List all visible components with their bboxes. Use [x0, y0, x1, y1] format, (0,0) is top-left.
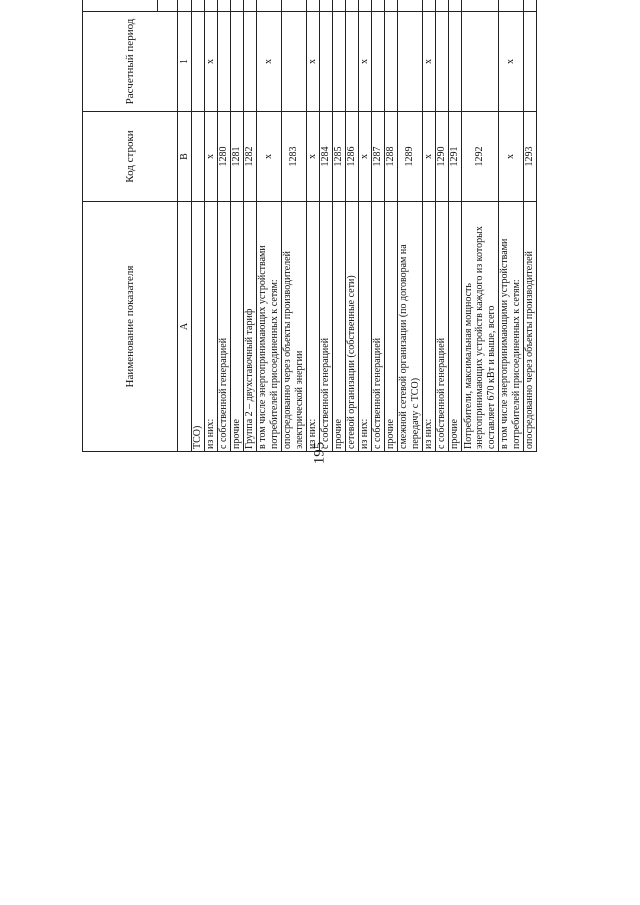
row-period	[281, 12, 306, 112]
table-row	[205, 0, 218, 452]
row-period: x	[205, 12, 218, 112]
table-row	[435, 0, 448, 452]
row-period	[231, 12, 244, 112]
row-name: сетевой организации (собственные сети)	[345, 202, 358, 452]
row-name: с собственной генерацией	[371, 202, 384, 452]
table-row	[397, 0, 422, 452]
row-code: 1290	[435, 112, 448, 202]
row-value	[332, 0, 345, 12]
row-period	[332, 12, 345, 112]
row-period	[319, 12, 332, 112]
row-code: x	[205, 112, 218, 202]
row-code: 1293	[523, 112, 536, 202]
table-row	[231, 0, 244, 452]
table-row	[523, 0, 536, 452]
row-period	[345, 12, 358, 112]
row-name: опосредованно через объекты производителей	[523, 202, 536, 452]
page-number: 195	[311, 441, 328, 465]
row-value	[257, 0, 282, 12]
row-period: x	[257, 12, 282, 112]
row-value	[397, 0, 422, 12]
header-letter-1: 1	[178, 12, 192, 112]
row-name: из них:	[306, 202, 319, 452]
row-code: 1283	[281, 112, 306, 202]
row-name: с собственной генерацией	[319, 202, 332, 452]
row-name: смежной сетевой организации (по договорам на передачу с ТСО)	[397, 202, 422, 452]
row-name: прочие	[332, 202, 345, 452]
table-row	[319, 0, 332, 452]
header-name: Наименование показателя	[83, 202, 178, 452]
row-value	[384, 0, 397, 12]
row-value	[306, 0, 319, 12]
header-code: Код строки	[83, 112, 178, 202]
row-period	[218, 12, 231, 112]
row-code: x	[257, 112, 282, 202]
row-value	[461, 0, 498, 12]
row-value	[422, 0, 435, 12]
header-num-26	[178, 0, 192, 12]
row-name: опосредованно через объекты производителей электрической энергии	[281, 202, 306, 452]
table-row	[332, 0, 345, 452]
row-code: x	[358, 112, 371, 202]
row-value	[358, 0, 371, 12]
row-name: из них:	[422, 202, 435, 452]
row-value	[192, 0, 205, 12]
table-row	[448, 0, 461, 452]
row-code: x	[422, 112, 435, 202]
row-period	[461, 12, 498, 112]
table-row	[422, 0, 435, 452]
table-row	[371, 0, 384, 452]
row-period: x	[306, 12, 319, 112]
table-row	[461, 0, 498, 452]
row-name: в том числе энергопринимающих устройствами потребителей присоединенных к сетям:	[257, 202, 282, 452]
row-code: x	[306, 112, 319, 202]
table-row	[244, 0, 257, 452]
table-row	[345, 0, 358, 452]
row-period: x	[422, 12, 435, 112]
row-name: с собственной генерацией	[218, 202, 231, 452]
row-name: прочие	[231, 202, 244, 452]
header-volume	[83, 0, 158, 12]
row-period	[384, 12, 397, 112]
row-code: 1292	[461, 112, 498, 202]
row-name: из них:	[358, 202, 371, 452]
row-code	[192, 112, 205, 202]
row-period	[397, 12, 422, 112]
row-code: 1285	[332, 112, 345, 202]
header-sub-total	[158, 0, 178, 12]
row-value	[231, 0, 244, 12]
row-code: 1280	[218, 112, 231, 202]
header-letter-a: А	[178, 202, 192, 452]
row-name: из них:	[205, 202, 218, 452]
row-name: Потребители, максимальная мощность энергопринимающих устройств каждого из которых составляет 670 кВт и выше, всего	[461, 202, 498, 452]
row-value	[435, 0, 448, 12]
table-body	[192, 0, 537, 452]
rotated-table-container	[82, 0, 537, 452]
table-row	[498, 0, 523, 452]
table-row	[218, 0, 231, 452]
row-value	[448, 0, 461, 12]
row-value	[498, 0, 523, 12]
row-code: 1291	[448, 112, 461, 202]
row-name: прочие	[384, 202, 397, 452]
row-name: Группа 2 – двухставочный тариф	[244, 202, 257, 452]
row-name: прочие	[448, 202, 461, 452]
row-code: 1286	[345, 112, 358, 202]
row-name: ТСО)	[192, 202, 205, 452]
row-name: в том числе энергопринимающими устройствами потребителей присоединенных к сетям:	[498, 202, 523, 452]
table-row	[257, 0, 282, 452]
row-value	[371, 0, 384, 12]
row-period	[244, 12, 257, 112]
row-value	[319, 0, 332, 12]
row-value	[345, 0, 358, 12]
row-period	[435, 12, 448, 112]
table-row	[281, 0, 306, 452]
row-period: x	[358, 12, 371, 112]
header-period: Расчетный период	[83, 12, 178, 112]
row-code: 1289	[397, 112, 422, 202]
capacity-table	[82, 0, 537, 452]
row-value	[218, 0, 231, 12]
row-name: с собственной генерацией	[435, 202, 448, 452]
row-period	[523, 12, 536, 112]
row-value	[244, 0, 257, 12]
table-row	[306, 0, 319, 452]
row-value	[523, 0, 536, 12]
row-code: 1288	[384, 112, 397, 202]
row-period	[371, 12, 384, 112]
row-code: x	[498, 112, 523, 202]
row-value	[205, 0, 218, 12]
table-row	[358, 0, 371, 452]
row-code: 1282	[244, 112, 257, 202]
row-code: 1287	[371, 112, 384, 202]
table-row	[384, 0, 397, 452]
row-period	[192, 12, 205, 112]
row-period: x	[498, 12, 523, 112]
header-letter-v: В	[178, 112, 192, 202]
row-value	[281, 0, 306, 12]
row-code: 1284	[319, 112, 332, 202]
table-row	[192, 0, 205, 452]
row-period	[448, 12, 461, 112]
row-code: 1281	[231, 112, 244, 202]
